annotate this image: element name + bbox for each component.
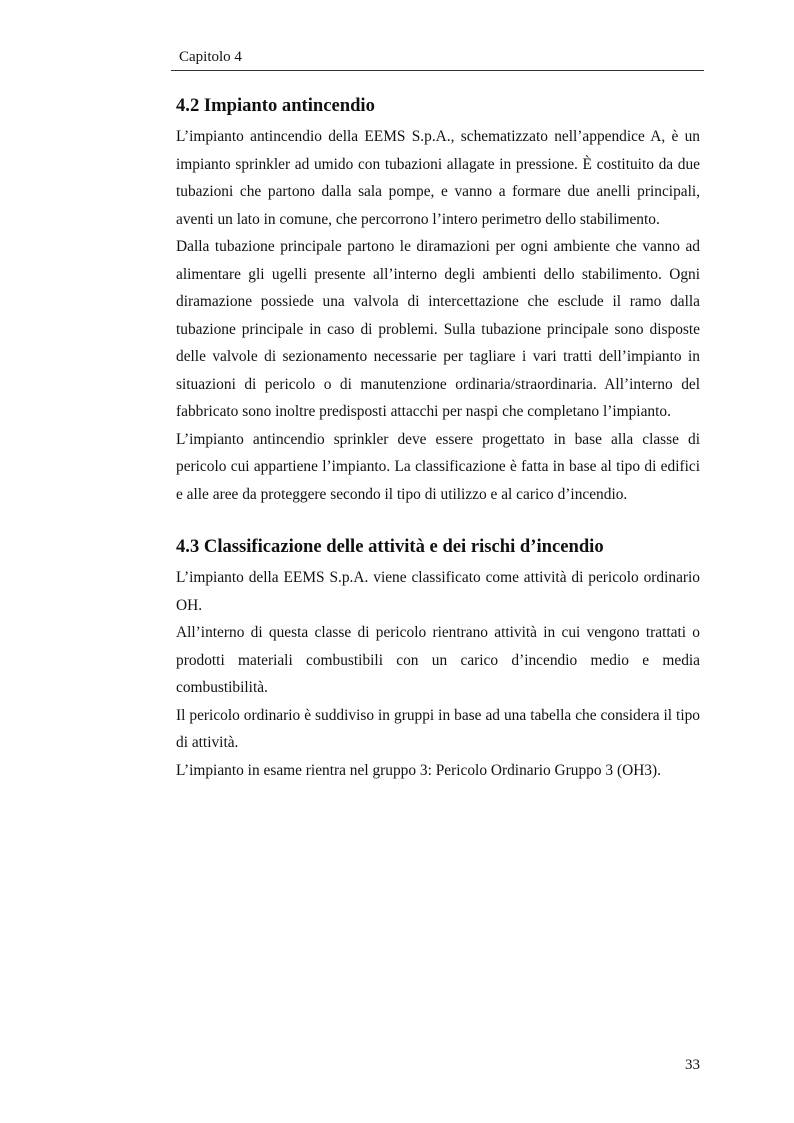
section-4-2 — [176, 94, 700, 508]
section-4-3 — [176, 535, 700, 784]
paragraph: Dalla tubazione principale partono le diramazioni per ogni ambiente che vanno ad alimentare gli ugelli presente all’interno degli ambienti dello stabilimento. Ogni diramazione possiede una valvola di intercettazione che esclude il ramo dalla tubazione principale in caso di problemi. Sulla tubazione principale sono disposte delle valvole di sezionamento necessarie per tagliare i vari tratti dell’impianto in situazioni di pericolo o di manutenzione ordinaria/straordinaria. All’interno del fabbricato sono inoltre predisposti attacchi per naspi che completano l’impianto. — [176, 238, 700, 420]
paragraph: All’interno di questa classe di pericolo rientrano attività in cui vengono trattati o prodotti materiali combustibili con un carico d’incendio medio e media combustibilità. — [176, 624, 700, 696]
section-spacer — [176, 508, 700, 535]
paragraph: L’impianto in esame rientra nel gruppo 3: Pericolo Ordinario Gruppo 3 (OH3). — [176, 761, 661, 779]
section-heading: 4.2 Impianto antincendio — [176, 95, 375, 116]
page-number: 33 — [685, 1057, 700, 1073]
page-content — [176, 94, 700, 784]
paragraph: L’impianto della EEMS S.p.A. viene classificato come attività di pericolo ordinario OH. — [176, 569, 700, 614]
header-rule — [171, 70, 704, 71]
section-heading: 4.3 Classificazione delle attività e dei rischi d’incendio — [176, 536, 604, 557]
paragraph: L’impianto antincendio sprinkler deve essere progettato in base alla classe di pericolo cui appartiene l’impianto. La classificazione è fatta in base al tipo di edifici e alle aree da proteggere secondo il tipo di utilizzo e al carico d’incendio. — [176, 430, 700, 503]
running-header-chapter: Capitolo 4 — [179, 49, 242, 65]
paragraph: L’impianto antincendio della EEMS S.p.A., schematizzato nell’appendice A, è un impianto sprinkler ad umido con tubazioni allagate in pressione. È costituito da due tubazioni che partono dalla sala pompe, e vanno a formare due anelli principali, aventi un lato in comune, che percorrono l’intero perimetro dello stabilimento. — [176, 128, 700, 228]
paragraph: Il pericolo ordinario è suddiviso in gruppi in base ad una tabella che considera il tipo di attività. — [176, 706, 700, 751]
